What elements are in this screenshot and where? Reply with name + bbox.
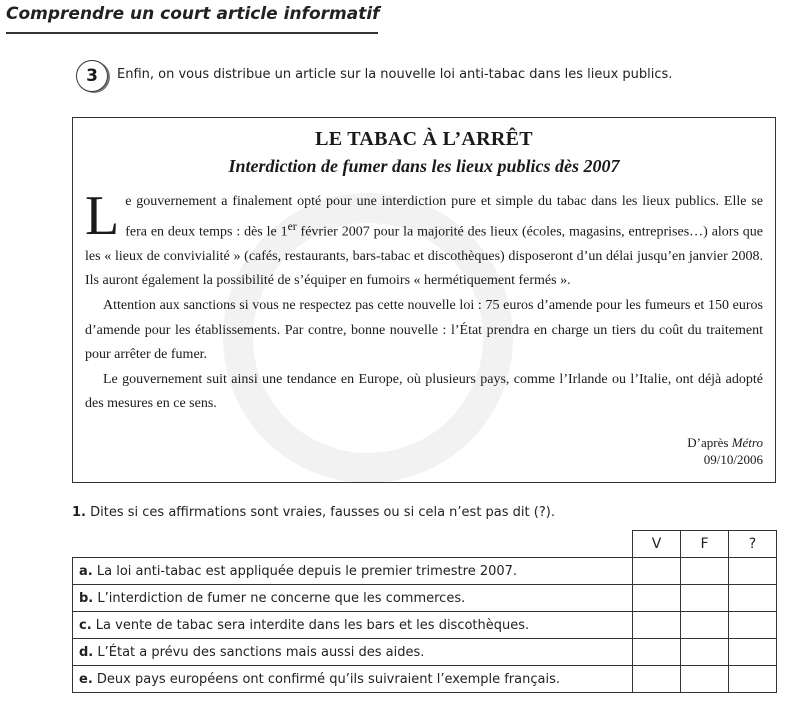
statement-text: La vente de tabac sera interdite dans les bars et les discothèques. — [95, 617, 530, 633]
article-paragraph: Le gouvernement suit ainsi une tendance en Europe, où plusieurs pays, comme l’Irlande ou l’Italie, ont déjà adopté des mesures en ce sens. — [85, 371, 763, 412]
drop-cap: L — [85, 185, 120, 247]
statement-text: Deux pays européens ont confirmé qu’ils suivraient l’exemple français. — [96, 671, 560, 687]
table-header-row — [73, 531, 777, 558]
table-row — [73, 585, 777, 612]
article-source — [687, 434, 763, 468]
exercise-number-badge: 3 — [76, 60, 108, 92]
article-paragraph: Attention aux sanctions si vous ne respectez pas cette nouvelle loi : 75 euros d’amende pour les fumeurs et 150 euros d’amende pour les établissements. Par contre, bonne nouvelle : l’État prendra en charge un tiers du coût du traitement pour arrêter de fumer. — [85, 298, 763, 363]
table-row — [73, 558, 777, 585]
answer-cell-f[interactable] — [681, 558, 729, 585]
statement-letter: c. — [79, 617, 92, 633]
table-row — [73, 666, 777, 693]
answer-cell-f[interactable] — [681, 666, 729, 693]
answer-cell-v[interactable] — [633, 558, 681, 585]
statement-text: La loi anti-tabac est appliquée depuis le premier trimestre 2007. — [96, 563, 518, 579]
statement-cell — [73, 558, 633, 585]
statement-letter: d. — [79, 644, 94, 660]
answer-cell-f[interactable] — [681, 639, 729, 666]
table-row — [73, 612, 777, 639]
table-row — [73, 639, 777, 666]
statement-letter: e. — [79, 671, 93, 687]
column-header-non-dit: ? — [729, 531, 777, 558]
answer-cell-v[interactable] — [633, 585, 681, 612]
question-number: 1. — [72, 505, 86, 520]
statement-cell — [73, 612, 633, 639]
source-prefix: D’après — [687, 435, 732, 450]
answer-cell-f[interactable] — [681, 585, 729, 612]
answer-cell-unknown[interactable] — [729, 558, 777, 585]
statement-cell — [73, 666, 633, 693]
paragraph-text: e gouvernement a finalement opté pour une interdiction pure et simple du tabac dans les lieux publics. Elle se fera en deux temps : dès le 1 — [125, 194, 763, 240]
answer-cell-v[interactable] — [633, 639, 681, 666]
statement-letter: b. — [79, 590, 94, 606]
article-title: LE TABAC À L’ARRÊT — [315, 128, 533, 150]
answer-cell-unknown[interactable] — [729, 585, 777, 612]
answer-cell-v[interactable] — [633, 666, 681, 693]
answer-cell-f[interactable] — [681, 612, 729, 639]
answer-cell-unknown[interactable] — [729, 612, 777, 639]
header-rule — [6, 32, 378, 34]
exercise-instruction: Enfin, on vous distribue un article sur la nouvelle loi anti-tabac dans les lieux publics. — [117, 67, 673, 82]
article-body — [85, 185, 763, 417]
statement-cell — [73, 639, 633, 666]
statement-cell — [73, 585, 633, 612]
article-subtitle: Interdiction de fumer dans les lieux publics dès 2007 — [228, 156, 620, 176]
paragraph-text: février 2007 pour la majorité des lieux (écoles, magasins, entreprises…) alors que les « lieux de convivialité » (cafés, restaurants, bars-tabac et discothèques) disposeront d’un délai jusqu’en janvier 2008. Ils auront également la possibilité de s’équiper en fumoirs « hermétiquement fermés ». — [85, 224, 763, 289]
answer-cell-unknown[interactable] — [729, 639, 777, 666]
section-title: Comprendre un court article informatif — [6, 4, 380, 24]
question-text: Dites si ces affirmations sont vraies, fausses ou si cela n’est pas dit (?). — [90, 505, 555, 520]
source-name: Métro — [731, 435, 763, 450]
answer-cell-unknown[interactable] — [729, 666, 777, 693]
answer-cell-v[interactable] — [633, 612, 681, 639]
statement-letter: a. — [79, 563, 93, 579]
source-date: 09/10/2006 — [703, 452, 763, 467]
column-header-vrai: V — [633, 531, 681, 558]
question-prompt — [72, 505, 555, 520]
page-header — [6, 4, 380, 40]
source-line — [687, 434, 763, 451]
article-box — [72, 117, 776, 483]
article-paragraph — [85, 185, 763, 294]
statement-text: L’État a prévu des sanctions mais aussi des aides. — [97, 644, 425, 660]
header-spacer — [73, 531, 633, 558]
ordinal-superscript: er — [287, 219, 297, 233]
exercise-intro — [76, 60, 780, 100]
answer-table — [72, 530, 777, 693]
statement-text: L’interdiction de fumer ne concerne que les commerces. — [97, 590, 466, 606]
column-header-faux: F — [681, 531, 729, 558]
